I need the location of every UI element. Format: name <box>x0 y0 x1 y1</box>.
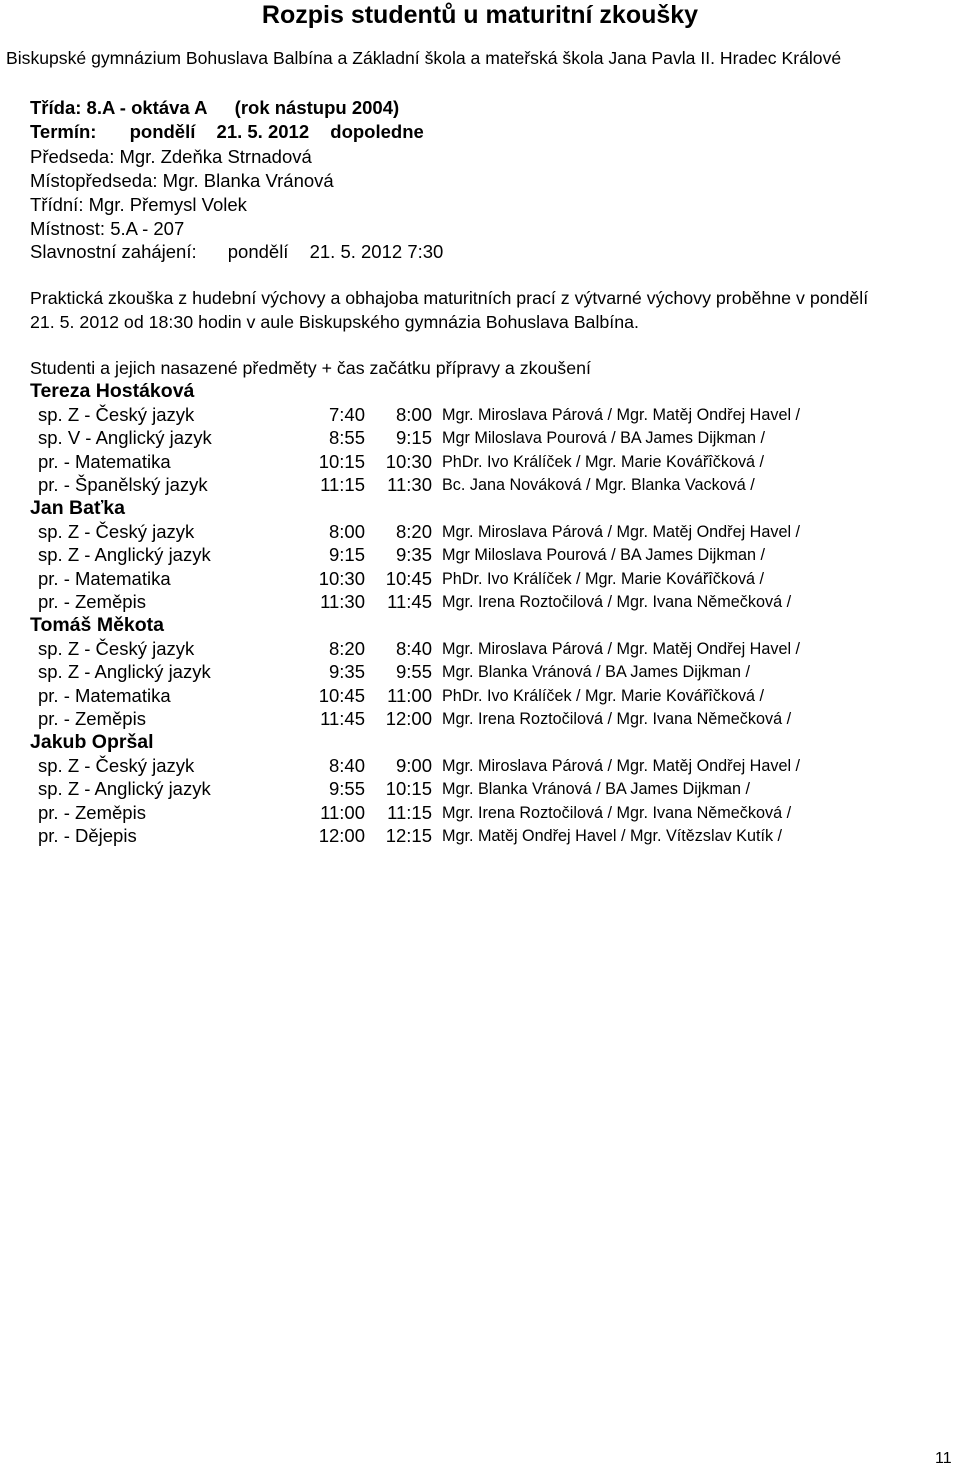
note-line-1: Praktická zkouška z hudební výchovy a obhajoba maturitních prací z výtvarné výchovy proběhne v pondělí <box>30 288 869 308</box>
opening-line <box>30 241 443 263</box>
exam-subject: sp. Z - Český jazyk <box>38 755 195 776</box>
exam-time: 11:15 <box>387 801 432 823</box>
examiners: Mgr. Miroslava Párová / Mgr. Matěj Ondřej Havel / <box>442 523 801 541</box>
prep-time: 10:30 <box>318 567 365 589</box>
term-line <box>30 121 424 143</box>
page-number: 11 <box>935 1450 952 1467</box>
exam-time: 10:45 <box>385 567 432 589</box>
exam-time: 9:55 <box>395 661 432 683</box>
class-line <box>30 97 399 119</box>
examiners: Mgr. Irena Roztočilová / Mgr. Ivana Němečková / <box>442 709 792 728</box>
prep-time: 10:45 <box>318 684 365 706</box>
exam-time: 10:15 <box>385 778 432 800</box>
class-start-year: (rok nástupu 2004) <box>234 97 400 118</box>
exam-subject: pr. - Matematika <box>38 567 171 589</box>
prep-time: 8:55 <box>328 427 365 449</box>
exam-row <box>0 825 960 849</box>
exam-row <box>0 755 960 779</box>
exam-time: 11:00 <box>387 684 432 706</box>
examiners: PhDr. Ivo Králíček / Mgr. Marie Kovářîčková / <box>442 686 765 705</box>
prep-time: 11:00 <box>320 801 365 823</box>
exam-row <box>0 404 960 428</box>
exam-time: 11:45 <box>387 590 432 612</box>
student-name: Jakub Opršal <box>30 731 154 753</box>
exam-subject: sp. Z - Český jazyk <box>38 638 195 659</box>
school-name: Biskupské gymnázium Bohuslava Balbína a Základní škola a mateřská škola Jana Pavla II. Hradec Králové <box>6 48 842 68</box>
exam-row <box>0 685 960 709</box>
exam-row <box>0 474 960 498</box>
prep-time: 11:45 <box>320 707 365 729</box>
class-label: Třída: 8.A - oktáva A <box>30 97 208 118</box>
exam-subject: sp. Z - Anglický jazyk <box>38 544 211 566</box>
term-date: 21. 5. 2012 <box>216 121 310 142</box>
student-name: Jan Baťka <box>30 497 125 519</box>
exam-time: 10:30 <box>385 450 432 472</box>
exam-subject: sp. V - Anglický jazyk <box>38 427 212 449</box>
prep-time: 10:15 <box>318 450 365 472</box>
prep-time: 11:15 <box>320 473 365 495</box>
exam-subject: pr. - Zeměpis <box>38 801 146 823</box>
prep-time: 9:15 <box>328 544 365 566</box>
exam-time: 9:35 <box>395 544 432 566</box>
examiners: Mgr Miloslava Pourová / BA James Dijkman / <box>442 546 765 565</box>
prep-time: 9:35 <box>328 661 365 683</box>
exam-row <box>0 427 960 451</box>
examiners: Mgr. Irena Roztočilová / Mgr. Ivana Němečková / <box>442 592 792 611</box>
page-title: Rozpis studentů u maturitní zkoušky <box>261 1 699 29</box>
exam-time: 12:00 <box>385 707 432 729</box>
chairman-line: Předseda: Mgr. Zdeňka Strnadová <box>30 146 312 167</box>
examiners: Mgr. Matěj Ondřej Havel / Mgr. Vítězslav Kutík / <box>442 826 783 845</box>
exam-row <box>0 708 960 732</box>
opening-date: 21. 5. 2012 7:30 <box>309 241 444 262</box>
exam-time: 9:15 <box>395 427 432 449</box>
prep-time: 7:40 <box>328 404 365 425</box>
examiners: Mgr. Miroslava Párová / Mgr. Matěj Ondřej Havel / <box>442 757 801 775</box>
room-line: Místnost: 5.A - 207 <box>30 218 185 239</box>
student-name: Tereza Hostáková <box>30 380 195 402</box>
prep-time: 9:55 <box>328 778 365 800</box>
examiners: PhDr. Ivo Králíček / Mgr. Marie Kovářîčková / <box>442 569 765 588</box>
exam-time: 8:40 <box>395 638 432 659</box>
exam-time: 8:00 <box>395 404 432 425</box>
term-day: pondělí <box>129 121 196 142</box>
exam-row <box>0 568 960 592</box>
exam-row <box>0 544 960 568</box>
exam-subject: pr. - Dějepis <box>38 824 137 846</box>
term-part: dopoledne <box>330 121 424 142</box>
prep-time: 11:30 <box>320 590 365 612</box>
examiners: Mgr. Irena Roztočilová / Mgr. Ivana Němečková / <box>442 803 792 822</box>
exam-subject: pr. - Zeměpis <box>38 707 146 729</box>
exam-subject: sp. Z - Anglický jazyk <box>38 778 211 800</box>
exam-subject: sp. Z - Anglický jazyk <box>38 661 211 683</box>
opening-label: Slavnostní zahájení: <box>30 241 197 262</box>
exam-row <box>0 591 960 615</box>
prep-time: 8:40 <box>328 755 365 776</box>
exam-subject: pr. - Matematika <box>38 684 171 706</box>
exam-subject: sp. Z - Český jazyk <box>38 521 195 542</box>
term-label: Termín: <box>30 121 97 142</box>
note-line-2: 21. 5. 2012 od 18:30 hodin v aule Biskupského gymnázia Bohuslava Balbína. <box>30 312 639 332</box>
examiners: Mgr. Blanka Vránová / BA James Dijkman / <box>442 663 750 682</box>
exam-time: 9:00 <box>395 755 432 776</box>
examiners: Bc. Jana Nováková / Mgr. Blanka Vacková / <box>442 475 755 494</box>
exam-time: 8:20 <box>395 521 432 542</box>
class-teacher-line: Třídní: Mgr. Přemysl Volek <box>30 194 247 215</box>
exam-subject: pr. - Matematika <box>38 450 171 472</box>
exam-row <box>0 778 960 802</box>
students-header: Studenti a jejich nasazené předměty + čas začátku přípravy a zkoušení <box>30 358 591 378</box>
prep-time: 8:20 <box>328 638 365 659</box>
examiners: Mgr Miloslava Pourová / BA James Dijkman / <box>442 429 765 448</box>
prep-time: 12:00 <box>318 824 365 846</box>
exam-subject: sp. Z - Český jazyk <box>38 404 195 425</box>
examiners: Mgr. Miroslava Párová / Mgr. Matěj Ondřej Havel / <box>442 406 801 424</box>
prep-time: 8:00 <box>328 521 365 542</box>
opening-day: pondělí <box>227 241 289 262</box>
exam-subject: pr. - Španělský jazyk <box>38 473 208 495</box>
exam-row <box>0 521 960 545</box>
exam-row <box>0 802 960 826</box>
exam-row <box>0 451 960 475</box>
student-name: Tomáš Měkota <box>30 614 165 636</box>
exam-time: 11:30 <box>387 473 432 495</box>
examiners: Mgr. Blanka Vránová / BA James Dijkman / <box>442 780 750 799</box>
exam-row <box>0 661 960 685</box>
examiners: PhDr. Ivo Králíček / Mgr. Marie Kovářîčková / <box>442 452 765 471</box>
examiners: Mgr. Miroslava Párová / Mgr. Matěj Ondřej Havel / <box>442 640 801 658</box>
exam-time: 12:15 <box>385 824 432 846</box>
exam-row <box>0 638 960 662</box>
vice-chairman-line: Místopředseda: Mgr. Blanka Vránová <box>30 170 334 191</box>
exam-subject: pr. - Zeměpis <box>38 590 146 612</box>
